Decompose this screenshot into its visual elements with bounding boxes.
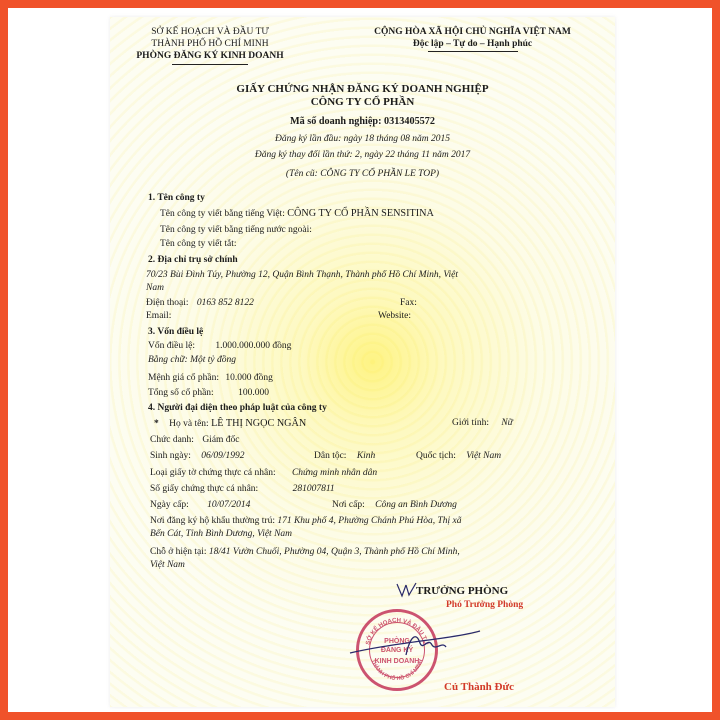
id-number-label: Số giấy chứng thực cá nhân: xyxy=(150,484,259,494)
ethnicity-value: Kinh xyxy=(356,451,376,461)
stamp-top-text: SỞ KẾ HOẠCH VÀ ĐẦU TƯ xyxy=(365,617,429,646)
position-label: Chức danh: xyxy=(150,435,194,445)
rep-name-label: Họ và tên: xyxy=(169,419,209,429)
bullet-star: * xyxy=(154,419,159,429)
change-registration: Đăng ký thay đổi lần thứ: 2, ngày 22 tháng 11 năm 2017 xyxy=(254,150,471,160)
section-4-heading: 4. Người đại diện theo pháp luật của công ty xyxy=(148,403,327,413)
company-type: CÔNG TY CỔ PHẦN xyxy=(310,96,415,108)
issuer-line-3: PHÒNG ĐĂNG KÝ KINH DOANH xyxy=(136,51,284,61)
signer-subrole: Phó Trưởng Phòng xyxy=(446,600,524,610)
issuer-line-1: SỞ KẾ HOẠCH VÀ ĐẦU TƯ xyxy=(151,27,269,37)
issue-place-value: Công an Bình Dương xyxy=(375,500,457,510)
certificate-document xyxy=(110,17,615,707)
gender-value: Nữ xyxy=(501,418,513,428)
fax-label: Fax: xyxy=(400,298,417,308)
par-value: 10.000 đồng xyxy=(225,373,273,383)
issue-date-value: 10/07/2014 xyxy=(207,500,251,510)
address-line-2: Nam xyxy=(146,283,164,293)
total-shares-row xyxy=(148,388,269,398)
capital-row xyxy=(148,341,291,351)
website-label: Website: xyxy=(378,311,412,321)
id-number-value: 281007811 xyxy=(292,484,335,494)
old-company-name: (Tên cũ: CÔNG TY CỔ PHẦN LE TOP) xyxy=(285,169,440,179)
section-3-heading: 3. Vốn điều lệ xyxy=(148,327,204,337)
current-address-value-2: Việt Nam xyxy=(150,560,185,570)
dob-row xyxy=(150,451,245,461)
email-label: Email: xyxy=(146,311,172,321)
stamp-center-line-3: KINH DOANH xyxy=(374,658,420,665)
vn-name-label: Tên công ty viết bằng tiếng Việt: xyxy=(160,209,285,219)
business-code-value: 0313405572 xyxy=(384,116,435,127)
nationality-value: Việt Nam xyxy=(466,451,502,461)
motto-underline xyxy=(428,51,518,52)
national-motto-block xyxy=(350,26,595,50)
dob-label: Sinh ngày: xyxy=(150,451,191,461)
document-title: GIẤY CHỨNG NHẬN ĐĂNG KÝ DOANH NGHIỆP xyxy=(236,83,489,95)
nationality-label: Quốc tịch: xyxy=(416,451,456,461)
id-type-row xyxy=(150,468,377,478)
foreign-name-label: Tên công ty viết bằng tiếng nước ngoài: xyxy=(160,225,312,235)
vn-name-row xyxy=(160,208,434,219)
vn-name-value: CÔNG TY CỔ PHẦN SENSITINA xyxy=(287,208,434,219)
short-name-label: Tên công ty viết tắt: xyxy=(160,239,237,249)
signer-role: TRƯỞNG PHÒNG xyxy=(416,585,509,597)
phone-value: 0163 852 8122 xyxy=(196,298,254,308)
issue-place-label: Nơi cấp: xyxy=(332,500,365,510)
issuer-block xyxy=(130,26,290,62)
permanent-address-label: Nơi đăng ký hộ khẩu thường trú: xyxy=(150,516,275,526)
stamp-center-line-1: PHÒNG xyxy=(384,638,410,645)
motto: Độc lập – Tự do – Hạnh phúc xyxy=(412,39,533,49)
issue-date-row xyxy=(150,500,250,510)
position-value: Giám đốc xyxy=(202,435,240,445)
handwritten-signature xyxy=(346,617,486,667)
gender-label: Giới tính: xyxy=(452,418,489,428)
address-line-1: 70/23 Bùi Đình Túy, Phường 12, Quận Bình Thạnh, Thành phố Hồ Chí Minh, Việt xyxy=(146,270,458,280)
signature-flourish-mark xyxy=(394,580,420,600)
issuer-line-2: THÀNH PHỐ HỒ CHÍ MINH xyxy=(151,39,269,49)
phone-row xyxy=(146,298,254,308)
position-row xyxy=(150,435,240,445)
id-number-row xyxy=(150,484,335,494)
nationality-row xyxy=(416,451,501,461)
business-code-line xyxy=(110,116,615,127)
section-1-heading: 1. Tên công ty xyxy=(148,193,205,203)
rep-name-row xyxy=(154,418,306,429)
rep-name-value: LÊ THỊ NGỌC NGÂN xyxy=(211,418,307,429)
phone-label: Điện thoại: xyxy=(146,298,189,308)
capital-label: Vốn điều lệ: xyxy=(148,341,195,351)
dob-value: 06/09/1992 xyxy=(201,451,245,461)
section-2-heading: 2. Địa chỉ trụ sở chính xyxy=(148,255,238,265)
par-value-row xyxy=(148,373,273,383)
country-name: CỘNG HÒA XÃ HỘI CHỦ NGHĨA VIỆT NAM xyxy=(374,27,571,37)
current-address-label: Chỗ ở hiện tại: xyxy=(150,547,207,557)
permanent-address-row xyxy=(150,516,462,526)
total-shares-label: Tổng số cổ phần: xyxy=(148,388,214,398)
permanent-address-value-2: Bến Cát, Tỉnh Bình Dương, Việt Nam xyxy=(150,529,293,539)
issue-place-row xyxy=(332,500,457,510)
capital-value: 1.000.000.000 đồng xyxy=(215,341,292,351)
stamp-center-line-2: ĐĂNG KÝ xyxy=(380,647,414,654)
business-code-label: Mã số doanh nghiệp: xyxy=(290,116,382,127)
capital-in-words: Bằng chữ: Một tỷ đồng xyxy=(148,355,237,365)
first-registration: Đăng ký lần đầu: ngày 18 tháng 08 năm 2015 xyxy=(275,134,450,144)
id-type-value: Chứng minh nhân dân xyxy=(291,468,378,478)
par-value-label: Mệnh giá cổ phần: xyxy=(148,373,219,383)
signer-name: Củ Thành Đức xyxy=(444,681,514,693)
id-type-label: Loại giấy tờ chứng thực cá nhân: xyxy=(150,468,276,478)
issuer-underline xyxy=(172,64,248,65)
total-shares-value: 100.000 xyxy=(238,388,269,398)
gender-row xyxy=(452,418,513,428)
current-address-value-1: 18/41 Vườn Chuối, Phường 04, Quận 3, Thành phố Hồ Chí Minh, xyxy=(208,547,460,557)
issue-date-label: Ngày cấp: xyxy=(150,500,189,510)
current-address-row xyxy=(150,547,460,557)
permanent-address-value-1: 171 Khu phố 4, Phường Chánh Phú Hòa, Thị xã xyxy=(277,516,462,526)
ethnicity-row xyxy=(314,451,375,461)
ethnicity-label: Dân tộc: xyxy=(314,451,347,461)
stamp-bottom-text: THÀNH PHỐ HỒ CHÍ MINH xyxy=(369,658,425,683)
